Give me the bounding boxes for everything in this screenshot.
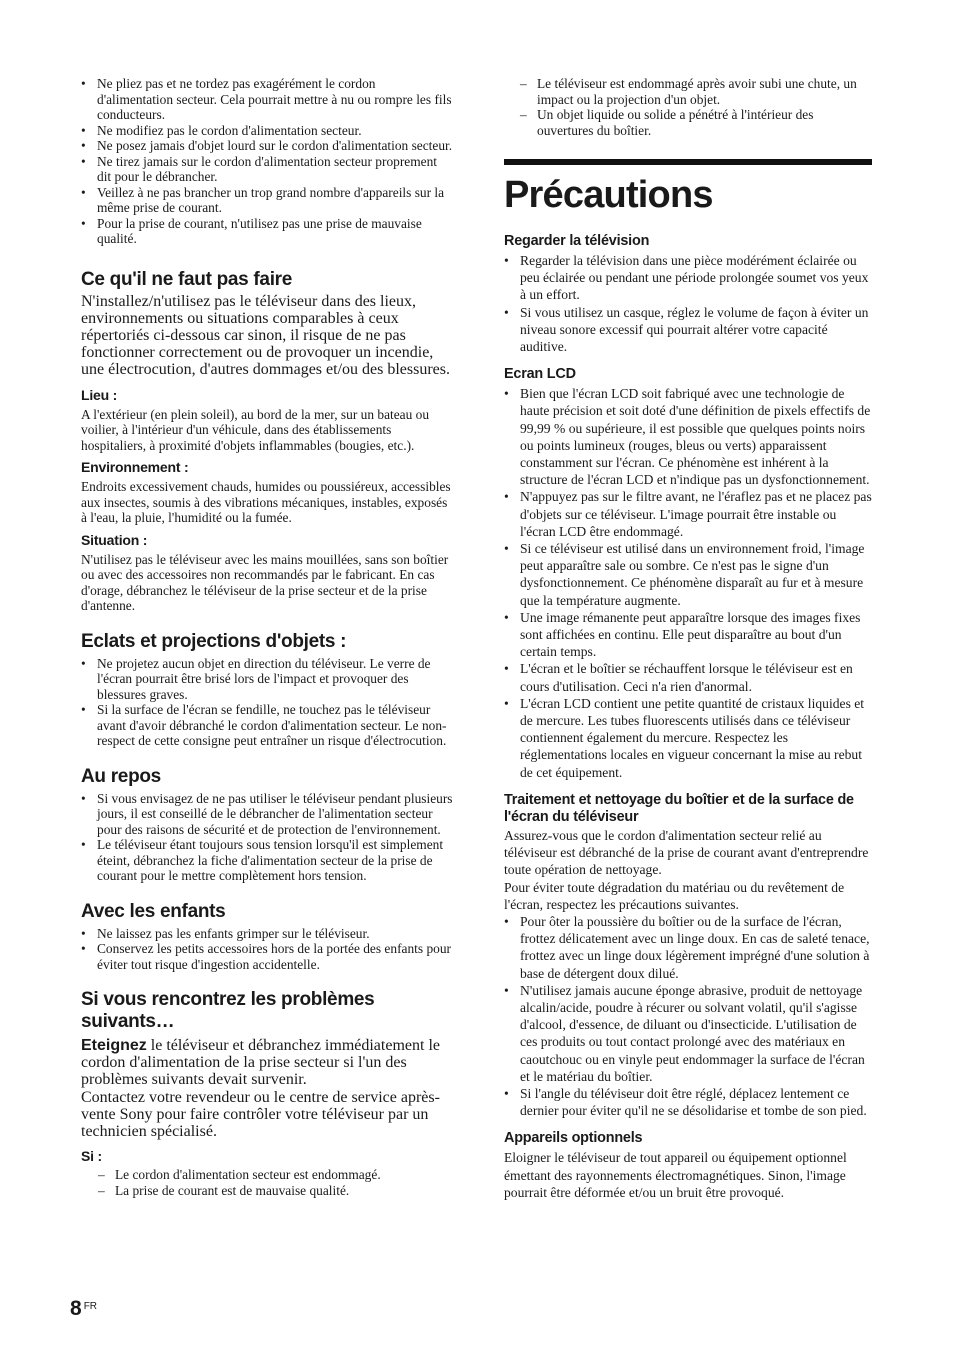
subheading-situation: Situation : <box>81 531 148 548</box>
traitement-bullets <box>504 913 872 1119</box>
list-item: • Ne projetez aucun objet en direction du téléviseur. Le verre de l'écran pourrait être brisé lors de l'impact et provoquer des blessures graves. <box>81 656 453 703</box>
power-cord-bullets <box>81 76 453 247</box>
section-heading: Eclats et projections d'objets : <box>81 630 347 652</box>
page-footer <box>70 1297 97 1321</box>
problemes-lead <box>81 1037 453 1089</box>
traitement-p2: Pour éviter toute dégradation du matériau ou du revêtement de l'écran, respectez les précautions suivantes. <box>504 879 845 912</box>
list-item: • Si vous envisagez de ne pas utiliser le téléviseur pendant plusieurs jours, il est conseillé de le débrancher de l'alimentation secteur pour des raisons de sécurité et de protection de l'environnement. <box>81 791 453 838</box>
enfants-bullets <box>81 926 453 973</box>
subheading-ecran-lcd: Ecran LCD <box>504 366 576 383</box>
subheading-lieu: Lieu : <box>81 386 118 403</box>
list-item: • Ne laissez pas les enfants grimper sur le téléviseur. <box>81 926 453 942</box>
list-item: • Ne tirez jamais sur le cordon d'alimentation secteur proprement dit pour le débrancher. <box>81 154 453 185</box>
si-list <box>81 1167 453 1198</box>
title-rule <box>504 159 872 165</box>
list-item: • L'écran LCD contient une petite quantité de cristaux liquides et de mercure. Les tubes fluorescents utilisés dans ce téléviseur contiennent également du mercure. Respectez les réglementations locales en vigueur concernant la mise au rebut de cet équipement. <box>504 695 872 781</box>
subheading-environnement: Environnement : <box>81 459 189 476</box>
list-item: – Un objet liquide ou solide a pénétré à l'intérieur des ouvertures du boîtier. <box>520 107 872 138</box>
au-repos-bullets <box>81 791 453 884</box>
list-item: • Pour la prise de courant, n'utilisez pas une prise de mauvaise qualité. <box>81 216 453 247</box>
section-heading: Avec les enfants <box>81 900 226 922</box>
list-item: • Veillez à ne pas brancher un trop grand nombre d'appareils sur la même prise de courant. <box>81 185 453 216</box>
page-title: Précautions <box>504 174 713 216</box>
list-item: • Si ce téléviseur est utilisé dans un environnement froid, l'image peut apparaître sale ou sombre. Ce n'est pas le signe d'un dysfonctionnement. Ce phénomène disparaît au fur et à mesure que la température augmente. <box>504 540 872 609</box>
list-item: • Conservez les petits accessoires hors de la portée des enfants pour éviter tout risque d'ingestion accidentelle. <box>81 941 453 972</box>
section-heading: Si vous rencontrez les problèmes suivants… <box>81 989 375 1033</box>
list-item: • Si la surface de l'écran se fendille, ne touchez pas le téléviseur avant d'avoir débranché le cordon d'alimentation secteur. Le non-respect de cette consigne peut entraîner un risque d'électrocution. <box>81 702 453 749</box>
lead-bold: Eteignez <box>81 1037 147 1055</box>
list-item: – Le téléviseur est endommagé après avoir subi une chute, un impact ou la projection d'un objet. <box>520 76 872 107</box>
list-item: – Le cordon d'alimentation secteur est endommagé. <box>98 1167 453 1183</box>
list-item: • Si l'angle du téléviseur doit être réglé, déplacez lentement ce dernier pour éviter qu'il ne se désolidarise et tombe de son pied. <box>504 1085 872 1119</box>
traitement-p1: Assurez-vous que le cordon d'alimentation secteur relié au téléviseur est débranché de la prise de courant avant d'entreprendre toute opération de nettoyage. <box>504 827 869 878</box>
list-item: • Ne pliez pas et ne tordez pas exagérément le cordon d'alimentation secteur. Cela pourrait mettre à nu ou rompre les fils conducteurs. <box>81 76 453 123</box>
list-item: • Ne modifiez pas le cordon d'alimentation secteur. <box>81 123 453 139</box>
page-number: 8 <box>70 1297 82 1320</box>
regarder-bullets <box>504 252 872 355</box>
subheading-regarder: Regarder la télévision <box>504 233 650 249</box>
list-item: • Regarder la télévision dans une pièce modérément éclairée ou peu éclairée ou pendant une période prolongée soumet vos yeux à un effort. <box>504 252 872 304</box>
list-item: • Une image rémanente peut apparaître lorsque des images fixes sont affichées en continu. Elle peut disparaître au bout d'un certain temps. <box>504 609 872 661</box>
section-heading: Ce qu'il ne faut pas faire <box>81 268 293 290</box>
eclats-bullets <box>81 656 453 749</box>
lieu-text: A l'extérieur (en plein soleil), au bord de la mer, sur un bateau ou voilier, à l'intérieur d'un véhicule, dans des établissements hospitaliers, à proximité d'objets inflammables (bougies, etc.). <box>81 406 430 453</box>
problem-conditions-list <box>504 76 872 138</box>
environnement-text: Endroits excessivement chauds, humides ou poussiéreux, accessibles aux insectes, soumis à des vibrations mécaniques, instables, exposés à l'eau, la pluie, l'humidité ou la fumée. <box>81 479 451 526</box>
list-item: • L'écran et le boîtier se réchauffent lorsque le téléviseur est en cours d'utilisation. Ceci n'a rien d'anormal. <box>504 660 872 694</box>
section-intro: N'installez/n'utilisez pas le téléviseur dans des lieux, environnements ou situations comparables à ceux répertoriés ci-dessous car sinon, il risque de ne pas fonctionner correctement ou de provoquer un incendie, une électrocution, d'autres dommages et/ou des blessures. <box>81 292 450 379</box>
lead-rest: le téléviseur et débranchez immédiatement le cordon d'alimentation de la prise secteur si l'un des problèmes suivants devait survenir. <box>81 1037 440 1089</box>
situation-text: N'utilisez pas le téléviseur avec les mains mouillées, sans son boîtier ou avec des accessoires non recommandés par le fabricant. En cas d'orage, débranchez le téléviseur de la prise secteur et de la prise d'antenne. <box>81 551 449 614</box>
section-heading: Au repos <box>81 765 161 787</box>
right-column <box>504 76 872 1201</box>
subheading-traitement: Traitement et nettoyage du boîtier et de la surface de l'écran du téléviseur <box>504 791 854 825</box>
list-item: • Ne posez jamais d'objet lourd sur le cordon d'alimentation secteur. <box>81 138 453 154</box>
ecran-bullets <box>504 385 872 781</box>
list-item: • N'utilisez jamais aucune éponge abrasive, produit de nettoyage alcalin/acide, poudre à récurer ou solvant volatil, qu'il s'agisse d'alcool, d'essence, de diluant ou d'insecticide. L'utilisation de ces produits ou tout contact prolongé avec des matériaux en caoutchouc ou en vinyle peut endommager la surface de l'écran et le matériau du boîtier. <box>504 982 872 1085</box>
list-item: • Pour ôter la poussière du boîtier ou de la surface de l'écran, frottez délicatement avec un linge doux. En cas de saleté tenace, frottez avec un linge doux légèrement imprégné d'une solution à base de détergent doux dilué. <box>504 913 872 982</box>
list-item: • Bien que l'écran LCD soit fabriqué avec une technologie de haute précision et soit doté d'une définition de pixels effectifs de 99,99 % ou supérieure, il est possible que quelques points noirs ou points lumineux (rouges, bleus ou verts) apparaissent constamment sur l'écran. Ce phénomène est inhérent à la structure de l'écran LCD et n'indique pas un dysfonctionnement. <box>504 385 872 488</box>
subheading-si: Si : <box>81 1148 102 1165</box>
list-item: • Le téléviseur étant toujours sous tension lorsqu'il est simplement éteint, débranchez la fiche d'alimentation secteur de la prise de courant pour le mettre complètement hors tension. <box>81 837 453 884</box>
list-item: – La prise de courant est de mauvaise qualité. <box>98 1183 453 1199</box>
language-code: FR <box>83 1301 98 1312</box>
appareils-text: Eloigner le téléviseur de tout appareil ou équipement optionnel émettant des rayonnements électromagnétiques. Sinon, l'image pourrait être déformée et/ou un bruit être provoqué. <box>504 1150 847 1200</box>
left-column <box>81 76 453 1198</box>
list-item: • Si vous utilisez un casque, réglez le volume de façon à éviter un niveau sonore excessif qui pourrait altérer votre capacité auditive. <box>504 304 872 356</box>
subheading-appareils: Appareils optionnels <box>504 1130 643 1147</box>
list-item: • N'appuyez pas sur le filtre avant, ne l'éraflez pas et ne placez pas d'objets sur ce téléviseur. L'image pourrait être instable ou l'écran LCD être endommagé. <box>504 488 872 540</box>
problemes-contact: Contactez votre revendeur ou le centre de service après-vente Sony pour faire contrôler votre téléviseur par un technicien spécialisé. <box>81 1088 440 1141</box>
